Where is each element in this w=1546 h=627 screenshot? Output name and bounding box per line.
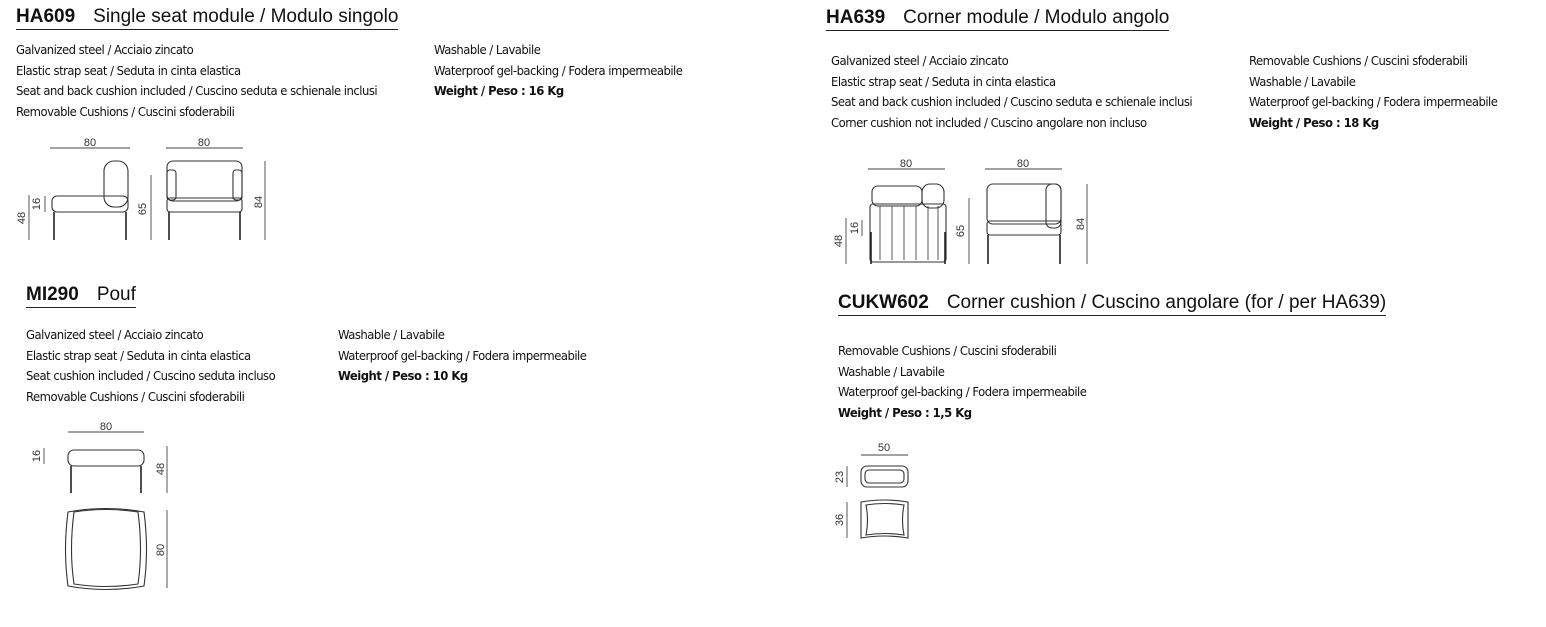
ha609-seat-height-label: 48 <box>16 211 28 225</box>
ha639-title: Corner module / Modulo angolo <box>903 7 1170 28</box>
ha609-width-label: 80 <box>83 137 97 149</box>
ha609-side-view <box>16 137 130 240</box>
ha639-arm-height-label: 65 <box>955 224 967 238</box>
feature-item: Corner cushion not included / Cuscino angolare non incluso <box>831 114 1147 130</box>
ha639-code: HA639 <box>826 7 886 28</box>
ha609-title: Single seat module / Modulo singolo <box>93 6 399 27</box>
feature-item: Seat cushion included / Cuscino seduta incluso <box>26 368 276 384</box>
feature-item: Removable Cushions / Cuscini sfoderabili <box>838 343 1057 358</box>
mi290-code: MI290 <box>26 284 79 305</box>
cukw602-depth-label: 36 <box>834 513 846 527</box>
ha639-cushion-label: 16 <box>849 221 861 235</box>
feature-item: Waterproof gel-backing / Fodera impermeabile <box>434 62 683 78</box>
cukw602-title: Corner cushion / Cuscino angolare (for / per HA639) <box>946 292 1387 313</box>
mi290-side-view <box>31 421 167 493</box>
feature-item: Washable / Lavabile <box>338 327 445 342</box>
ha609-front-width-label: 80 <box>197 137 211 149</box>
ha609-front-view <box>137 137 265 240</box>
weight-label: Weight / Peso : 10 Kg <box>338 368 468 384</box>
ha639-features-left <box>831 51 1192 133</box>
weight-label: Weight / Peso : 1,5 Kg <box>838 404 972 420</box>
feature-item: Removable Cushions / Cuscini sfoderabili <box>1249 53 1468 68</box>
feature-item: Seat and back cushion included / Cuscino seduta e schienale inclusi <box>831 94 1193 110</box>
cukw602-code: CUKW602 <box>838 292 929 313</box>
feature-item: Elastic strap seat / Seduta in cinta elastica <box>831 73 1056 89</box>
mi290-features-right <box>338 325 586 387</box>
ha609-height-label: 84 <box>253 195 265 209</box>
feature-item: Seat and back cushion included / Cuscino seduta e schienale inclusi <box>16 83 378 99</box>
feature-item: Waterproof gel-backing / Fodera impermeabile <box>838 384 1087 400</box>
ha639-width-label: 80 <box>899 158 913 170</box>
mi290-depth-label: 80 <box>155 543 167 557</box>
mi290-title: Pouf <box>96 284 136 305</box>
feature-item: Washable / Lavabile <box>434 42 541 57</box>
cukw602-features <box>838 341 1086 423</box>
feature-item: Waterproof gel-backing / Fodera impermeabile <box>1249 94 1498 110</box>
ha609-code: HA609 <box>16 6 76 27</box>
cukw602-heading <box>838 292 1386 316</box>
mi290-heading <box>26 284 136 308</box>
ha639-front-view <box>955 158 1087 264</box>
cukw602-views <box>834 442 908 538</box>
ha639-side-view <box>833 158 946 264</box>
feature-item: Waterproof gel-backing / Fodera impermeabile <box>338 347 587 363</box>
mi290-top-view <box>66 509 168 590</box>
feature-item: Galvanized steel / Acciaio zincato <box>26 327 204 342</box>
ha609-arm-height-label: 65 <box>137 202 149 216</box>
feature-item: Elastic strap seat / Seduta in cinta elastica <box>16 62 241 78</box>
feature-item: Galvanized steel / Acciaio zincato <box>16 42 194 57</box>
mi290-features-left <box>26 325 275 407</box>
feature-item: Removable Cushions / Cuscini sfoderabili <box>16 103 235 119</box>
ha609-cushion-label: 16 <box>31 197 43 211</box>
ha639-front-width-label: 80 <box>1016 158 1030 170</box>
feature-item: Washable / Lavabile <box>838 363 945 379</box>
ha639-height-label: 84 <box>1075 217 1087 231</box>
mi290-cushion-label: 16 <box>31 449 43 463</box>
mi290-height-label: 48 <box>155 462 167 476</box>
ha639-heading <box>826 7 1169 31</box>
feature-item: Removable Cushions / Cuscini sfoderabili <box>26 388 245 404</box>
weight-label: Weight / Peso : 16 Kg <box>434 83 564 99</box>
mi290-width-label: 80 <box>99 421 113 433</box>
feature-item: Washable / Lavabile <box>1249 73 1356 89</box>
feature-item: Galvanized steel / Acciaio zincato <box>831 53 1009 68</box>
cukw602-height-label: 23 <box>834 470 846 484</box>
cukw602-width-label: 50 <box>877 442 891 454</box>
weight-label: Weight / Peso : 18 Kg <box>1249 114 1379 130</box>
ha639-seat-height-label: 48 <box>833 234 845 248</box>
ha639-features-right <box>1249 51 1497 133</box>
feature-item: Elastic strap seat / Seduta in cinta elastica <box>26 347 251 363</box>
